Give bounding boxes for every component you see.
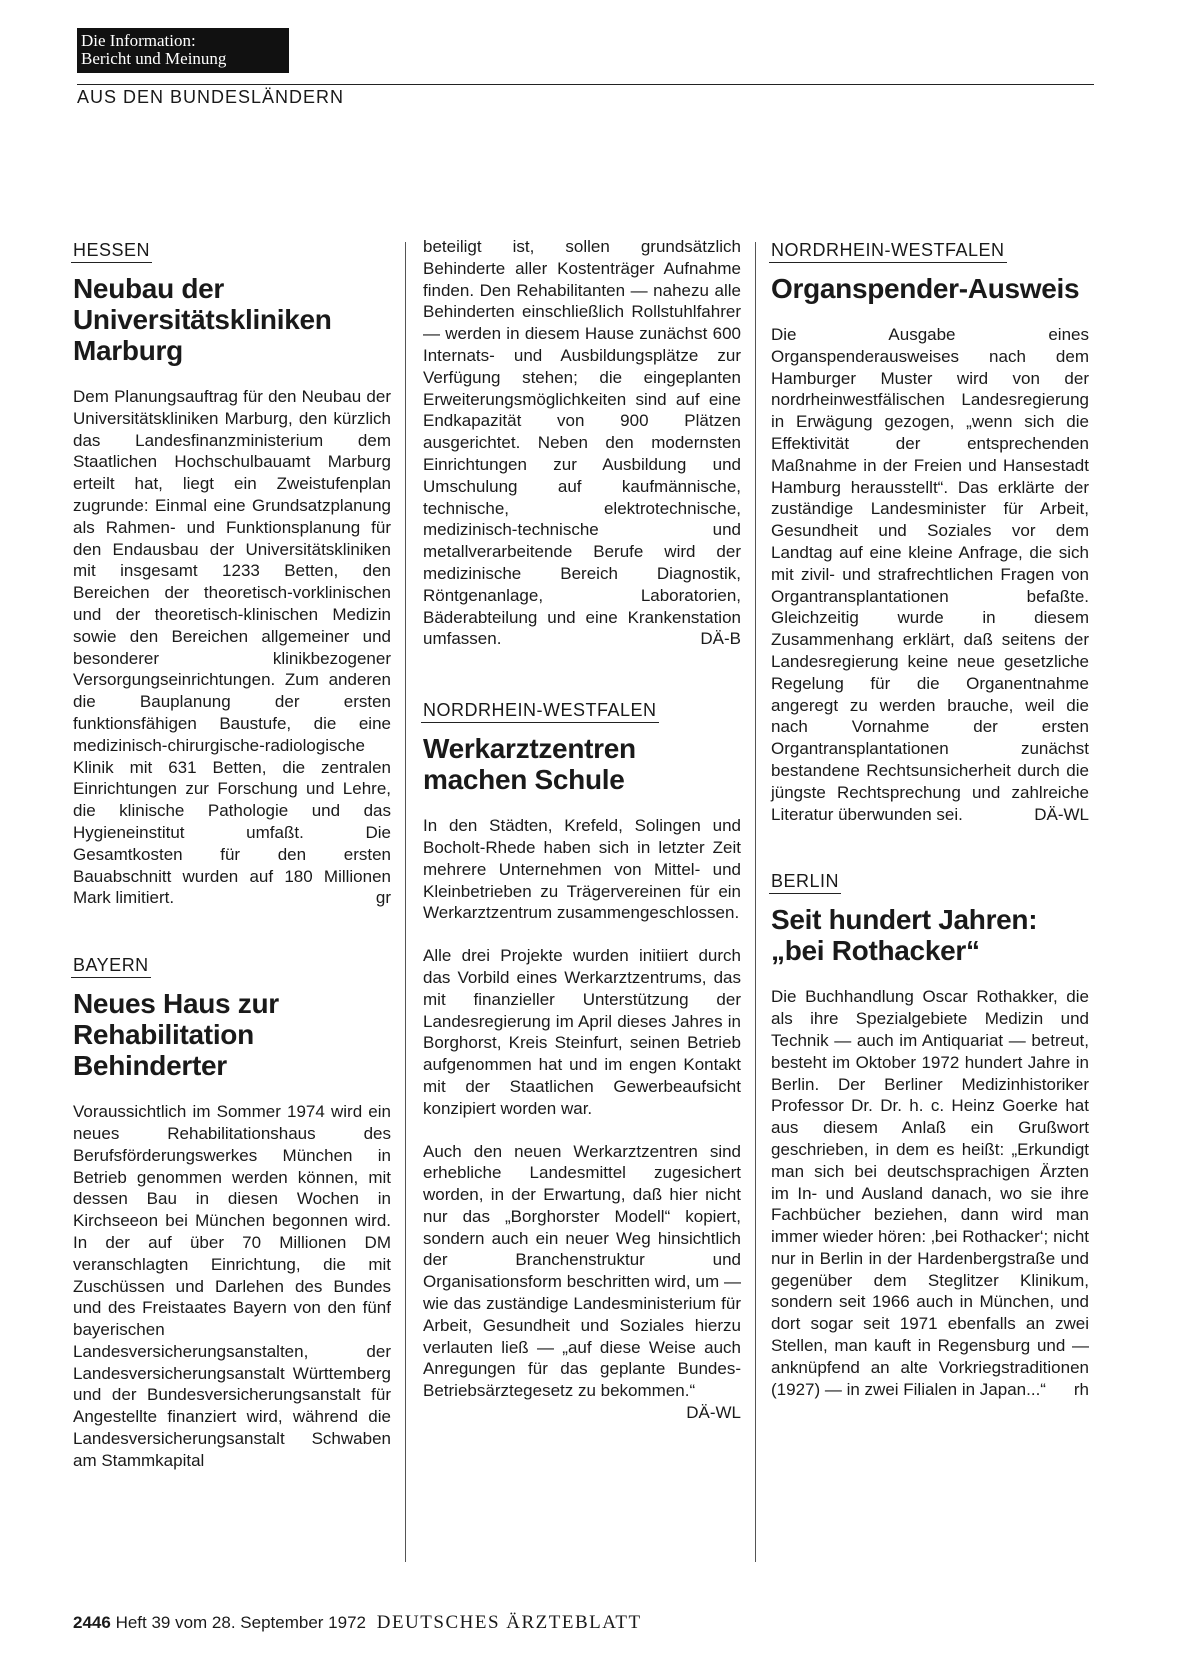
issue-info: Heft 39 vom 28. September 1972: [115, 1613, 366, 1632]
article-body: [73, 1101, 391, 1472]
article-body: [423, 1141, 741, 1423]
article-paragraph: Voraussichtlich im Sommer 1974 wird ein neues Rehabilitationshaus des Berufsförderungswerkes München in Betrieb genommen werden können, mit dessen Bau in diesen Wochen in Kirchseeon bei München begonnen wird. In der auf über 70 Millionen DM veranschlagten Einrichtung, die mit Zuschüssen und Darlehen des Bundes und des Freistaates Bayern von den fünf bayerischen Landesversicherungsanstalten, der Landesversicherungsanstalt Württemberg und der Bundesversicherungsanstalt für Angestellte finanziert wird, während die Landesversicherungsanstalt Schwaben am Stammkapital: [73, 1102, 391, 1470]
article-body: [73, 386, 391, 909]
article-hessen: [73, 240, 391, 909]
article-berlin: [771, 871, 1089, 1400]
article-werkarztzentren: [423, 700, 741, 1423]
author-signature: gr: [375, 888, 391, 908]
article-bayern: [73, 955, 391, 1472]
region-label: NORDRHEIN-WESTFALEN: [769, 240, 1007, 263]
badge-line-2: Bericht und Meinung: [81, 49, 227, 68]
author-signature: DÄ-B: [700, 629, 741, 649]
author-signature: DÄ-WL: [1034, 804, 1089, 824]
page-footer: [73, 1612, 642, 1634]
article-paragraph: Dem Planungsauftrag für den Neubau der Universitätskliniken Marburg, den kürzlich das Landesfinanzministerium dem Staatlichen Hochschulbauamt Marburg erteilt hat, liegt ein Zweistufenplan zugrunde: Einmal eine Grundsatzplanung als Rahmen- und Funktionsplanung für den Endausbau der Universitätskliniken mit insgesamt 1233 Betten, den Bereichen der theoretisch-vorklinischen und der theoretisch-klinischen Medizin sowie den Bereichen allgemeiner und besonderer klinikbezogener Versorgungseinrichtungen. Zum anderen die Bauplanung der ersten funktionsfähigen Baustufe, die eine medizinisch-chirurgische-radiologische Klinik mit 631 Betten, die zentralen Einrichtungen zur Forschung und Lehre, die klinische Pathologie und das Hygieneinstitut umfaßt. Die Gesamtkosten für den ersten Bauabschnitt wurden auf 180 Millionen Mark limitiert.: [73, 387, 391, 908]
article-title: Neubau der Universitätskliniken Marburg: [73, 273, 332, 366]
article-body: [771, 986, 1089, 1400]
column-3: [771, 240, 1089, 1400]
article-paragraph: Die Buchhandlung Oscar Rothakker, die als ihre Spezialgebiete Medizin und Technik — auch im Antiquariat — betreut, besteht im Oktober 1972 hundert Jahre in Berlin. Der Berliner Medizinhistoriker Professor Dr. Dr. h. c. Heinz Goerke hat aus diesem Anlaß ein Grußwort geschrieben, in dem es heißt: „Erkundigt man sich bei deutschsprachigen Ärzten im In- und Ausland danach, wo sie ihre Fachbücher beziehen, dann wird man immer wieder hören: ‚bei Rothacker‘; nicht nur in Berlin in der Hardenbergstraße und gegenüber dem Steglitzer Klinikum, sondern seit 1966 auch in München, und dort sogar seit 1971 ebenfalls an zwei Stellen, man kauft in Regensburg und — anknüpfend an alte Vorkriegstraditionen (1927) — in zwei Filialen in Japan...“: [771, 987, 1089, 1399]
header-rule: [77, 84, 1094, 85]
section-title: AUS DEN BUNDESLÄNDERN: [77, 87, 345, 107]
author-signature: DÄ-WL: [686, 1403, 741, 1423]
column-divider: [405, 242, 406, 1562]
magazine-name: DEUTSCHES ÄRZTEBLATT: [376, 1612, 642, 1633]
article-organspender: [771, 240, 1089, 825]
column-divider: [755, 242, 756, 1562]
region-label: NORDRHEIN-WESTFALEN: [421, 700, 659, 723]
badge-line-1: Die Information:: [81, 31, 196, 50]
article-paragraph: Auch den neuen Werkarztzentren sind erhebliche Landesmittel zugesichert worden, in der Erwartung, daß hier nicht nur das „Borghorster Modell“ kopiert, sondern auch ein neuer Weg hinsichtlich der Branchenstruktur und Organisationsform beschritten wird, um — wie das zuständige Landesministerium für Arbeit, Gesundheit und Soziales hierzu verlauten ließ — „auf diese Weise auch Anregungen für das geplante Bundes-Betriebsärztegesetz zu bekommen.“: [423, 1141, 741, 1401]
region-label: BAYERN: [71, 955, 151, 978]
article-paragraph: Alle drei Projekte wurden initiiert durch das Vorbild eines Werkarztzentrums, das mit finanzieller Unterstützung der Landesregierung im April dieses Jahres in Borghorst, Kreis Steinfurt, seinen Betrieb aufgenommen hat und im engen Kontakt mit der Staatlichen Gewerbeaufsicht konzipiert worden war.: [423, 946, 741, 1118]
column-1: [73, 240, 391, 1472]
region-label: HESSEN: [71, 240, 152, 263]
article-paragraph: Die Ausgabe eines Organspenderausweises nach dem Hamburger Muster wird von der nordrheinwestfälischen Landesregierung in Erwägung gezogen, „wenn sich die Effektivität der entsprechenden Maßnahme in der Freien und Hansestadt Hamburg herausstellt“. Das erklärte der zuständige Landesminister für Arbeit, Gesundheit und Soziales vor dem Landtag auf eine kleine Anfrage, die sich mit zivil- und strafrechtlichen Fragen von Organtransplantationen befaßte. Gleichzeitig wurde in diesem Zusammenhang erklärt, daß seitens der Landesregierung keine neue gesetzliche Regelung für die Organentnahme angeregt zu werden brauche, weil die nach Vornahme der ersten Organtransplantationen zunächst bestandene Rechtsunsicherheit durch die jüngste Rechtsprechung und zahlreiche Literatur überwunden sei.: [771, 325, 1089, 824]
region-label: BERLIN: [769, 871, 841, 894]
article-title: Organspender-Ausweis: [771, 273, 1080, 304]
page-number: 2446: [73, 1613, 111, 1632]
article-title: Seit hundert Jahren: „bei Rothacker“: [771, 904, 1038, 967]
author-signature: rh: [1073, 1379, 1089, 1399]
column-2: [423, 236, 741, 1424]
article-body-continued: [423, 236, 741, 650]
article-title: Werkarztzentren machen Schule: [423, 733, 636, 796]
article-paragraph: In den Städten, Krefeld, Solingen und Bocholt-Rhede haben sich in letzter Zeit mehrere Unternehmen von Mittel- und Kleinbetrieben zu Trägervereinen für ein Werkarztzentrum zusammengeschlossen.: [423, 816, 741, 923]
article-paragraph: beteiligt ist, sollen grundsätzlich Behinderte aller Kostenträger Aufnahme finden. Den Rehabilitanten — nahezu alle Behinderten einschließlich Rollstuhlfahrer — werden in diesem Hause zunächst 600 Internats- und Ausbildungsplätze zur Verfügung stehen; die eingeplanten Erweiterungsmöglichkeiten sind auf eine Endkapazität von 900 Plätzen ausgerichtet. Neben den modernsten Einrichtungen zur Ausbildung und Umschulung auf kaufmännische, technische, elektrotechnische, medizinisch-technische und metallverarbeitende Berufe wird der medizinische Bereich Diagnostik, Röntgenanlage, Laboratorien, Bäderabteilung und eine Krankenstation umfassen.: [423, 237, 741, 649]
article-title: Neues Haus zur Rehabilitation Behinderter: [73, 988, 279, 1082]
section-badge: [77, 28, 289, 73]
article-body: [771, 324, 1089, 825]
